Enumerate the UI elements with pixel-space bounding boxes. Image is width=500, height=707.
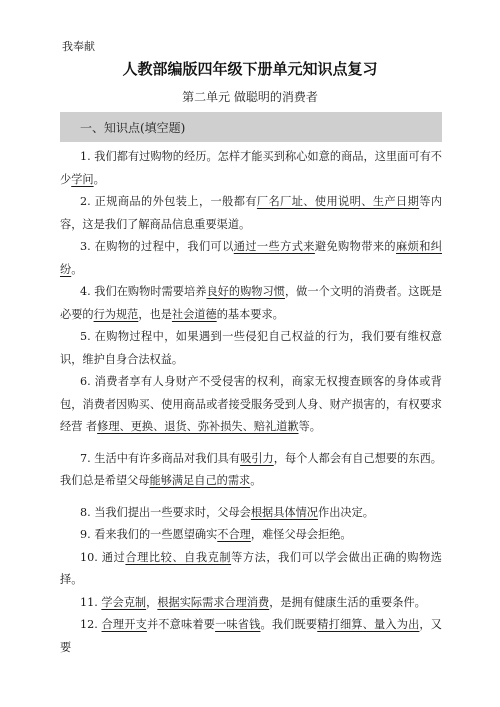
item-text: 4. 我们在购物时需要培养 [80,285,207,298]
answer-blank: 学问 [71,172,94,186]
knowledge-item [60,191,442,236]
knowledge-item [60,236,442,281]
item-text: 作出决定。 [318,505,374,519]
item-text: 。我们既要 [260,618,318,631]
item-text: ，做一个文明的消费者。这既是必要的 [60,285,442,321]
answer-blank: 根据实际需求合理消费 [157,595,270,609]
section-title: 一、知识点(填空题) [80,121,186,135]
answer-blank: 通过一些方式来 [233,240,315,253]
knowledge-item [60,524,442,547]
author-note: 我奉献 [62,40,95,53]
answer-blank: 吸引力 [240,451,274,465]
item-text: 8. 当我们提出一些要求时，父母会 [80,505,251,519]
item-text: ， [146,595,158,609]
item-text: 3. 在购物的过程中，我们可以 [80,240,234,253]
item-text: 2. 正规商品的外包装上，一般都有 [80,195,257,208]
item-text: 。 [250,474,262,487]
answer-blank: 良好的购物习惯 [206,285,285,298]
answer-blank: 修理、更换、退货、弥补损失、赔礼道歉 [97,420,299,433]
item-text: 9. 看来我们的一些愿望确实 [80,528,218,541]
answer-blank: 厂名厂址、使用说明、生产日期 [256,195,420,208]
item-text: 。 [93,172,105,186]
item-text: 1. 我们都有过购物的经历。怎样才能买到称心如意的商品，这里面可有不少 [60,150,442,186]
answer-blank: 精打细算、量入为出 [317,618,420,631]
knowledge-item [60,448,442,493]
knowledge-item [60,371,442,439]
answer-blank: 一味省钱 [215,618,261,631]
knowledge-item [60,146,442,191]
answer-blank: 不合理 [217,528,251,541]
item-text: 5. 在购物过程中，如果遇到一些侵犯自己权益的行为，我们要有维权意识，维护自身合法权益。 [60,330,442,366]
answer-blank: 行为规范 [93,307,139,321]
page-title: 人教部编版四年级下册单元知识点复习 [122,60,378,78]
answer-blank: 根据具体情况 [250,505,318,519]
answer-blank: 麻烦和纠纷 [60,240,442,276]
item-text: 避免购物带来的 [314,240,397,253]
answer-blank: 学会克制 [101,595,147,609]
item-text: 12. [80,618,102,631]
item-text: ，难怪父母会拒绝。 [250,528,352,541]
item-text: ，也是 [138,307,172,321]
item-text: ，又要 [60,618,442,654]
knowledge-point-list [60,146,442,659]
item-text: 并不意味着要 [146,618,216,631]
item-text: 10. 通过 [80,550,126,564]
item-text: 等。 [298,420,321,433]
item-text: 等方法，我们可以学会做出正确的购物选择。 [60,550,442,586]
answer-blank: 合理开支 [101,618,147,631]
item-text: 。 [71,262,83,276]
knowledge-item [60,502,442,525]
knowledge-item [60,592,442,615]
knowledge-item [60,547,442,592]
item-text: ，是拥有健康生活的重要条件。 [269,595,426,609]
knowledge-item [60,281,442,326]
item-text: 7. 生活中有许多商品对我们具有 [80,451,241,465]
item-text: 6. 消费者享有人身财产不受侵害的权利，商家无权搜查顾客的身体或背包，消费者因购买、使用商品或者接受服务受到人身、财产损害的，有权要求经营 者 [60,375,442,433]
unit-subtitle: 第二单元 做聪明的消费者 [182,90,318,104]
item-text: 的基本要求。 [216,307,284,321]
answer-blank: 能够满足自己的需求 [149,474,251,487]
answer-blank: 社会道德 [171,307,217,321]
knowledge-item [60,614,442,659]
item-text: ，每个人都会有自己想要的东西。我们总是希望父母 [60,451,442,487]
item-text: 11. [80,595,102,609]
item-text: 等内容，这是我们了解商品信息重要渠道。 [60,195,442,231]
answer-blank: 合理比较、自我克制 [125,550,232,564]
knowledge-item [60,326,442,371]
section-header-bar [60,112,442,142]
